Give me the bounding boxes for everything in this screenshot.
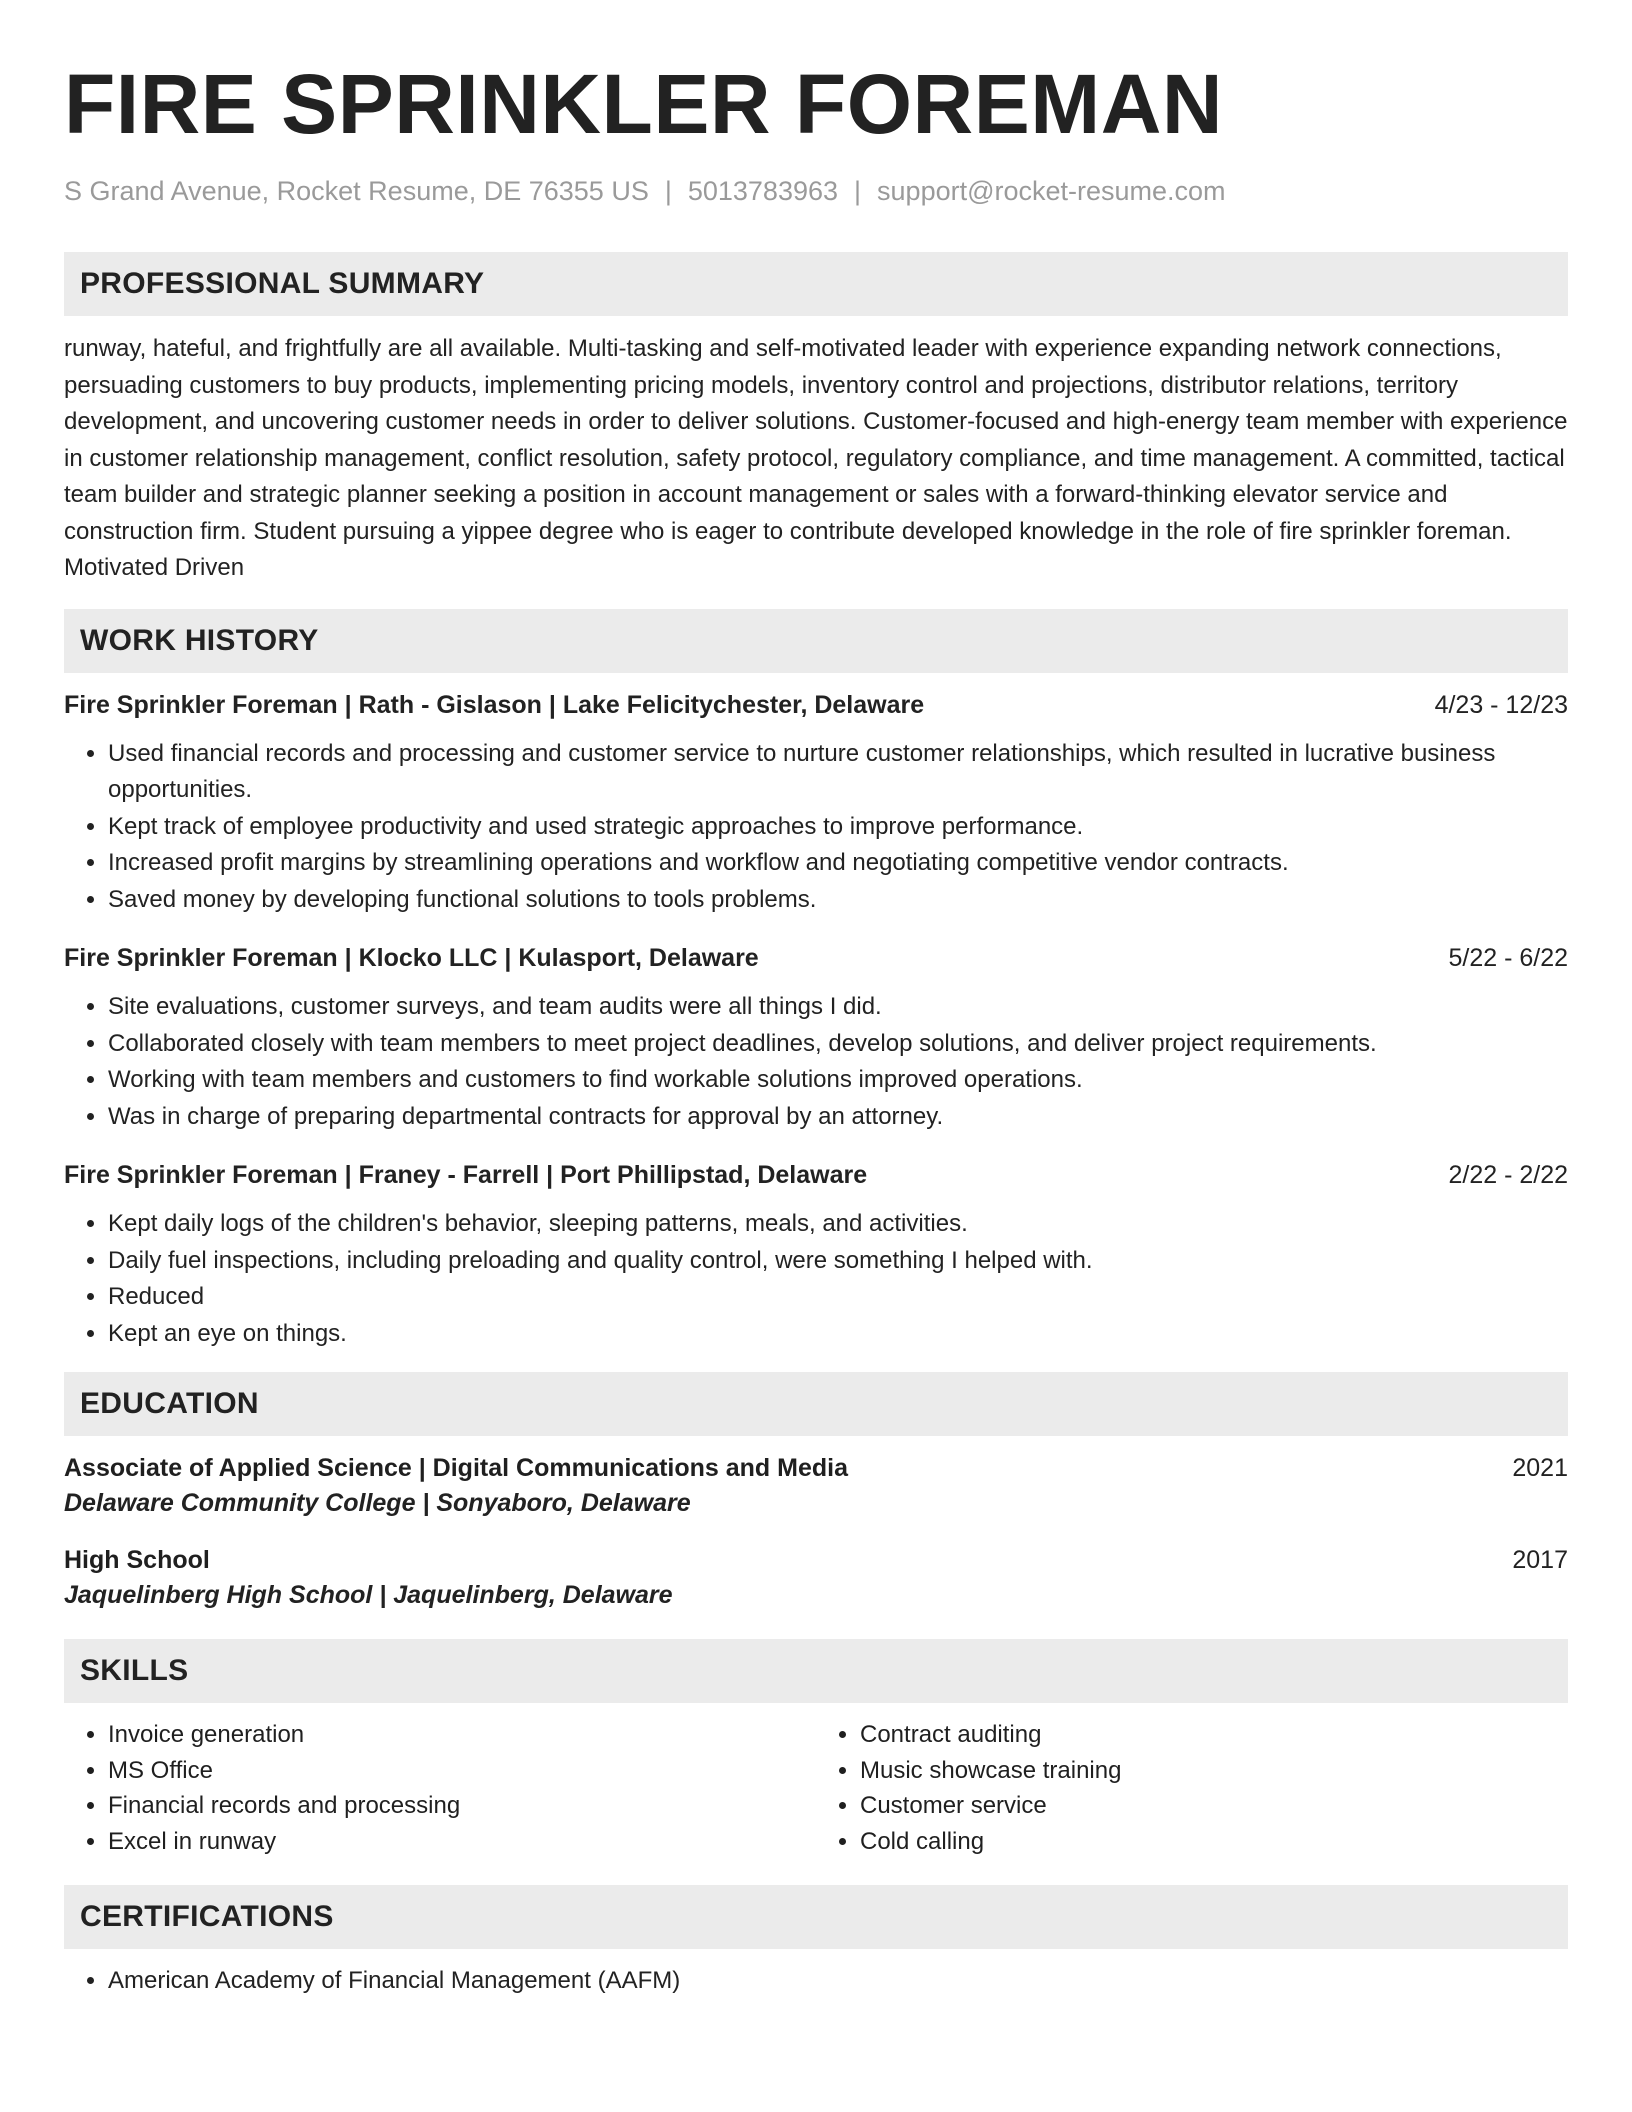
job-bullet: • Saved money by developing functional solutions to tools problems.	[108, 882, 1568, 919]
section-header-education: EDUCATION	[64, 1372, 1568, 1436]
skill-item: • Music showcase training	[860, 1753, 1568, 1789]
job-entry	[64, 941, 1568, 1135]
section-header-certifications: CERTIFICATIONS	[64, 1885, 1568, 1949]
job-bullet: • Daily fuel inspections, including preloading and quality control, were something I helped with.	[108, 1243, 1568, 1280]
job-bullet: • Increased profit margins by streamlining operations and workflow and negotiating competitive vendor contracts.	[108, 845, 1568, 882]
contact-email: support@rocket-resume.com	[877, 176, 1226, 206]
job-bullets	[64, 989, 1568, 1135]
education-year: 2017	[1512, 1546, 1568, 1574]
certification-item: • American Academy of Financial Management (AAFM)	[108, 1963, 1568, 2000]
job-title: Fire Sprinkler Foreman | Rath - Gislason | Lake Felicitychester, Delaware	[64, 690, 925, 719]
education-heading	[64, 1451, 1568, 1485]
skill-item: • MS Office	[108, 1753, 816, 1789]
skills-list-right	[816, 1717, 1568, 1859]
job-heading	[64, 688, 1568, 722]
job-bullet: • Kept track of employee productivity and used strategic approaches to improve performance.	[108, 809, 1568, 846]
contact-separator: |	[854, 176, 862, 206]
skill-item: • Cold calling	[860, 1824, 1568, 1860]
job-bullet: • Was in charge of preparing departmental contracts for approval by an attorney.	[108, 1099, 1568, 1136]
job-title: Fire Sprinkler Foreman | Franey - Farrell | Port Phillipstad, Delaware	[64, 1161, 868, 1189]
contact-address: S Grand Avenue, Rocket Resume, DE 76355 US	[64, 176, 649, 206]
section-header-skills: SKILLS	[64, 1639, 1568, 1703]
education-heading	[64, 1543, 1568, 1577]
skills-list-left	[64, 1717, 816, 1859]
job-entry	[64, 1158, 1568, 1352]
job-bullet: • Site evaluations, customer surveys, and team audits were all things I did.	[108, 989, 1568, 1026]
job-bullet: • Kept daily logs of the children's behavior, sleeping patterns, meals, and activities.	[108, 1206, 1568, 1243]
job-heading	[64, 1158, 1568, 1192]
contact-line	[64, 174, 1568, 208]
education-school: Delaware Community College | Sonyaboro, Delaware	[64, 1489, 691, 1517]
skill-item: • Contract auditing	[860, 1717, 1568, 1753]
education-entry	[64, 1451, 1568, 1521]
job-title: Fire Sprinkler Foreman | Klocko LLC | Kulasport, Delaware	[64, 944, 759, 972]
job-entry	[64, 688, 1568, 919]
job-dates: 2/22 - 2/22	[1448, 1161, 1568, 1189]
section-header-work-history: WORK HISTORY	[64, 609, 1568, 673]
education-entry	[64, 1543, 1568, 1613]
skill-item: • Financial records and processing	[108, 1788, 816, 1824]
job-dates: 5/22 - 6/22	[1448, 944, 1568, 972]
job-bullet: • Used financial records and processing and customer service to nurture customer relationships, which resulted in lucrative business opportunities.	[108, 736, 1568, 809]
contact-separator: |	[664, 176, 672, 206]
job-bullet: • Working with team members and customers to find workable solutions improved operations.	[108, 1062, 1568, 1099]
section-header-summary: PROFESSIONAL SUMMARY	[64, 252, 1568, 316]
education-school: Jaquelinberg High School | Jaquelinberg, Delaware	[64, 1581, 673, 1609]
job-bullets	[64, 736, 1568, 919]
candidate-name: FIRE SPRINKLER FOREMAN	[64, 57, 1224, 151]
education-degree: High School	[64, 1546, 210, 1574]
job-bullet: • Collaborated closely with team members to meet project deadlines, develop solutions, and deliver project requirements.	[108, 1026, 1568, 1063]
summary-text: runway, hateful, and frightfully are all available. Multi-tasking and self-motivated leader with experience expanding network connections, persuading customers to buy products, implementing pricing models, inventory control and projections, distributor relations, territory development, and uncovering customer needs in order to deliver solutions. Customer-focused and high-energy team member with experience in customer relationship management, conflict resolution, safety protocol, regulatory compliance, and time management. A committed, tactical team builder and strategic planner seeking a position in account management or sales with a forward-thinking elevator service and construction firm. Student pursuing a yippee degree who is eager to contribute developed knowledge in the role of fire sprinkler foreman. Motivated Driven	[64, 335, 1568, 581]
skills-columns	[64, 1717, 1568, 1859]
skill-item: • Invoice generation	[108, 1717, 816, 1753]
certifications-list	[64, 1963, 1568, 2000]
contact-phone: 5013783963	[687, 176, 839, 206]
skill-item: • Customer service	[860, 1788, 1568, 1824]
job-dates: 4/23 - 12/23	[1434, 690, 1568, 719]
education-year: 2021	[1512, 1454, 1568, 1482]
education-degree: Associate of Applied Science | Digital Communications and Media	[64, 1454, 848, 1482]
skill-item: • Excel in runway	[108, 1824, 816, 1860]
job-bullets	[64, 1206, 1568, 1352]
job-bullet: • Reduced	[108, 1279, 1568, 1316]
job-bullet: • Kept an eye on things.	[108, 1316, 1568, 1353]
job-heading	[64, 941, 1568, 975]
